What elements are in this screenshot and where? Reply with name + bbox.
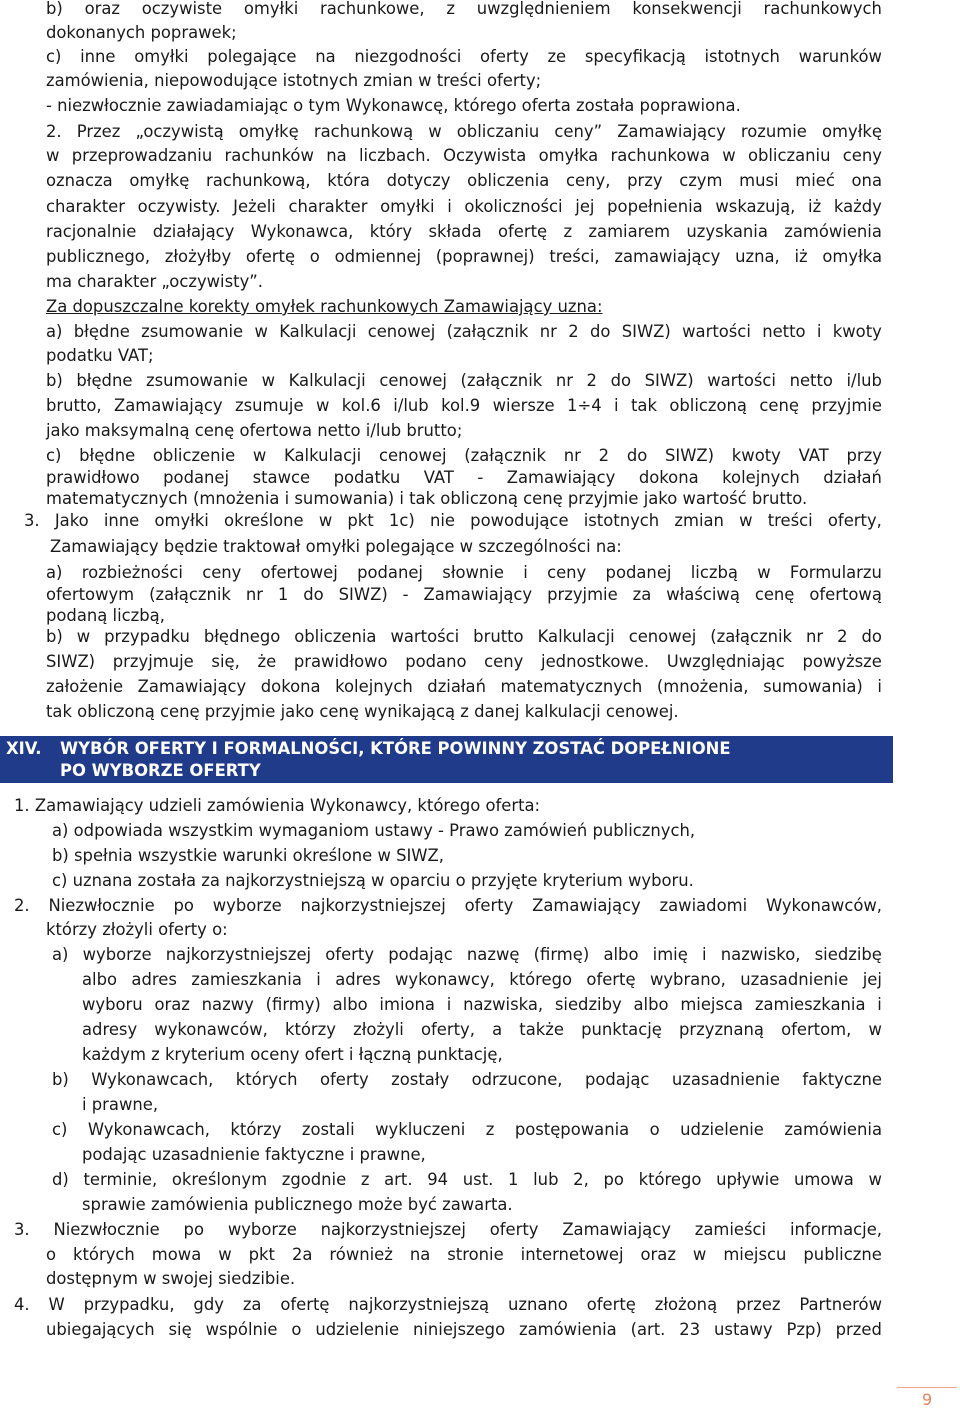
text-line-17: jako maksymalną cenę ofertowa netto i/lub brutto; xyxy=(46,421,463,440)
text-line-16: brutto, Zamawiający zsumuje w kol.6 i/lub kol.9 wiersze 1÷4 i tak obliczoną cenę przyjmie xyxy=(46,396,882,415)
text-line-18: c) błędne obliczenie w Kalkulacji cenowej (załącznik nr 2 do SIWZ) kwoty VAT przy xyxy=(46,446,882,465)
text-line-20: matematycznych (mnożenia i sumowania) i tak obliczoną cenę przyjmie jako wartość brutto. xyxy=(46,489,808,508)
text-line-3: zamówienia, niepowodujące istotnych zmian w treści oferty; xyxy=(46,71,542,90)
text-line-26: b) w przypadku błędnego obliczenia wartości brutto Kalkulacji cenowej (załącznik nr 2 do xyxy=(46,627,882,646)
text-line-25: podaną liczbą, xyxy=(46,606,165,625)
section-line-19: dostępnym w swojej siedzibie. xyxy=(46,1269,296,1288)
section-line-5: którzy złożyli oferty o: xyxy=(46,920,228,939)
text-line-22: Zamawiający będzie traktował omyłki polegające w szczególności na: xyxy=(50,537,622,556)
section-line-15: d) terminie, określonym zgodnie z art. 94 ust. 1 lub 2, po którego upływie umowa w xyxy=(52,1170,882,1189)
section-line-10: każdym z kryterium oceny ofert i łączną punktację, xyxy=(82,1045,503,1064)
section-line-9: adresy wykonawców, którzy złożyli oferty, a także punktację przyznaną ofertom, w xyxy=(82,1020,882,1039)
text-line-21: 3. Jako inne omyłki określone w pkt 1c) nie powodujące istotnych zmian w treści oferty, xyxy=(24,511,882,530)
text-line-4: - niezwłocznie zawiadamiając o tym Wykonawcę, którego oferta została poprawiona. xyxy=(46,96,741,115)
text-line-14: podatku VAT; xyxy=(46,346,154,365)
text-line-10: publicznego, złożyłby ofertę o odmiennej (poprawnej) treści, zamawiający uzna, iż omyłka xyxy=(46,247,882,266)
section-line-3: c) uznana została za najkorzystniejszą w oparciu o przyjęte kryterium wyboru. xyxy=(52,871,694,890)
section-line-13: c) Wykonawcach, którzy zostali wykluczeni z postępowania o udzielenie zamówienia xyxy=(52,1120,882,1139)
text-line-29: tak obliczoną cenę przyjmie jako cenę wynikającą z danej kalkulacji cenowej. xyxy=(46,702,679,721)
text-line-19: prawidłowo podanej stawce podatku VAT - Zamawiający dokona kolejnych działań xyxy=(46,468,882,487)
text-line-0: b) oraz oczywiste omyłki rachunkowe, z uwzględnieniem konsekwencji rachunkowych xyxy=(46,0,882,18)
section-number: XIV. xyxy=(6,739,42,758)
text-line-23: a) rozbieżności ceny ofertowej podanej słownie i ceny podanej liczbą w Formularzu xyxy=(46,563,882,582)
text-line-24: ofertowym (załącznik nr 1 do SIWZ) - Zamawiający przyjmie za właściwą cenę ofertową xyxy=(46,585,882,604)
section-line-1: a) odpowiada wszystkim wymaganiom ustawy - Prawo zamówień publicznych, xyxy=(52,821,696,840)
section-line-7: albo adres zamieszkania i adres wykonawcy, którego ofertę wybrano, uzasadnienie jej xyxy=(82,970,882,989)
text-line-28: założenie Zamawiający dokona kolejnych działań matematycznych (mnożenia, sumowania) i xyxy=(46,677,882,696)
section-line-6: a) wyborze najkorzystniejszej oferty podając nazwę (firmę) albo imię i nazwisko, siedzibę xyxy=(52,945,882,964)
page-number: 9 xyxy=(922,1390,933,1409)
section-line-21: ubiegających się wspólnie o udzielenie niniejszego zamówienia (art. 23 ustawy Pzp) przed xyxy=(46,1320,882,1339)
section-line-12: i prawne, xyxy=(82,1095,159,1114)
text-line-27: SIWZ) przyjmuje się, że prawidłowo podano ceny jednostkowe. Uwzględniając powyższe xyxy=(46,652,882,671)
text-line-8: charakter oczywisty. Jeżeli charakter omyłki i okoliczności jej popełnienia wskazują, iż każdy xyxy=(46,197,882,216)
text-line-1: dokonanych poprawek; xyxy=(46,23,237,42)
section-line-0: 1. Zamawiający udzieli zamówienia Wykonawcy, którego oferta: xyxy=(14,796,541,815)
text-line-11: ma charakter „oczywisty”. xyxy=(46,272,263,291)
section-title-line1: WYBÓR OFERTY I FORMALNOŚCI, KTÓRE POWINNY ZOSTAĆ DOPEŁNIONE xyxy=(60,739,731,758)
section-line-17: 3. Niezwłocznie po wyborze najkorzystniejszej oferty Zamawiający zamieści informacje, xyxy=(14,1220,882,1239)
section-line-14: podając uzasadnienie faktyczne i prawne, xyxy=(82,1145,426,1164)
section-line-18: o których mowa w pkt 2a również na stronie internetowej oraz w miejscu publiczne xyxy=(46,1245,882,1264)
text-line-12: Za dopuszczalne korekty omyłek rachunkowych Zamawiający uzna: xyxy=(46,297,603,316)
text-line-6: w przeprowadzaniu rachunków na liczbach. Oczywista omyłka rachunkowa w obliczaniu ceny xyxy=(46,146,882,165)
section-title-line2: PO WYBORZE OFERTY xyxy=(60,761,261,780)
section-line-2: b) spełnia wszystkie warunki określone w SIWZ, xyxy=(52,846,444,865)
page-number-rule xyxy=(897,1387,957,1388)
text-line-2: c) inne omyłki polegające na niezgodności oferty ze specyfikacją istotnych warunków xyxy=(46,47,882,66)
text-line-9: racjonalnie działający Wykonawca, który składa ofertę z zamiarem uzyskania zamówienia xyxy=(46,222,882,241)
section-line-20: 4. W przypadku, gdy za ofertę najkorzystniejszą uznano ofertę złożoną przez Partnerów xyxy=(14,1295,882,1314)
section-line-4: 2. Niezwłocznie po wyborze najkorzystniejszej oferty Zamawiający zawiadomi Wykonawców, xyxy=(14,896,882,915)
text-line-5: 2. Przez „oczywistą omyłkę rachunkową w obliczaniu ceny” Zamawiający rozumie omyłkę xyxy=(46,122,882,141)
section-line-16: sprawie zamówienia publicznego może być zawarta. xyxy=(82,1195,513,1214)
text-line-7: oznacza omyłkę rachunkową, która dotyczy obliczenia ceny, przy czym musi mieć ona xyxy=(46,171,882,190)
text-line-15: b) błędne zsumowanie w Kalkulacji cenowej (załącznik nr 2 do SIWZ) wartości netto i/lub xyxy=(46,371,882,390)
section-line-11: b) Wykonawcach, których oferty zostały odrzucone, podając uzasadnienie faktyczne xyxy=(52,1070,882,1089)
section-line-8: wyboru oraz nazwy (firmy) albo imiona i nazwiska, siedziby albo miejsca zamieszkania i xyxy=(82,995,882,1014)
text-line-13: a) błędne zsumowanie w Kalkulacji cenowej (załącznik nr 2 do SIWZ) wartości netto i kwoty xyxy=(46,322,882,341)
